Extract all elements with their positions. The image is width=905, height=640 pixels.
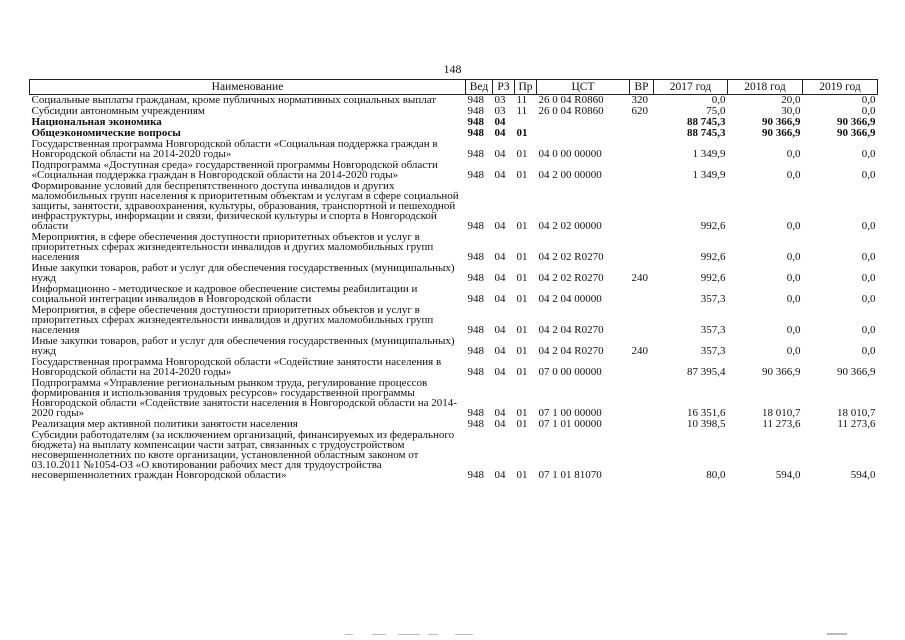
table-row bbox=[30, 357, 878, 378]
cell-vr bbox=[630, 305, 654, 336]
cell-y2019: 0,0 bbox=[861, 324, 876, 336]
cell-vr bbox=[630, 419, 654, 430]
cell-y2018: 90 366,9 bbox=[762, 116, 801, 128]
cell-vr bbox=[630, 357, 654, 378]
cell-vr bbox=[630, 181, 654, 232]
cell-cst: 04 2 04 00000 bbox=[538, 293, 602, 305]
cell-rz: 03 bbox=[494, 94, 506, 106]
cell-vr bbox=[630, 128, 654, 139]
cell-ved: 948 bbox=[467, 251, 484, 263]
cell-y2019: 18 010,7 bbox=[837, 407, 876, 419]
cell-y2018: 0,0 bbox=[786, 345, 801, 357]
cell-ved: 948 bbox=[467, 272, 484, 284]
cell-rz: 04 bbox=[494, 366, 506, 378]
table-row bbox=[30, 305, 878, 336]
cell-y2018: 0,0 bbox=[786, 272, 801, 284]
cell-y2017: 0,0 bbox=[711, 94, 726, 106]
cell-rz: 04 bbox=[494, 324, 506, 336]
cell-pr: 01 bbox=[516, 345, 528, 357]
cell-name: Государственная программа Новгородской области «Социальная поддержка граждан в Новгородской области на 2014-2020 годы» bbox=[31, 138, 438, 160]
cell-vr bbox=[630, 284, 654, 305]
cell-vr: 240 bbox=[631, 345, 648, 357]
col-header-2018: 2018 год bbox=[728, 80, 803, 95]
cell-y2018: 594,0 bbox=[775, 469, 801, 481]
cell-ved: 948 bbox=[467, 127, 484, 139]
cell-pr: 01 bbox=[516, 293, 528, 305]
cell-y2018: 0,0 bbox=[786, 148, 801, 160]
cell-y2019: 11 273,6 bbox=[837, 418, 876, 430]
cell-name: Социальные выплаты гражданам, кроме публичных нормативных социальных выплат bbox=[31, 94, 437, 106]
cell-y2019: 0,0 bbox=[861, 148, 876, 160]
cell-y2017: 1 349,9 bbox=[692, 169, 726, 181]
cell-vr bbox=[630, 378, 654, 419]
cell-cst: 07 1 00 00000 bbox=[538, 407, 602, 419]
cell-cst: 07 0 00 00000 bbox=[538, 366, 602, 378]
cell-pr: 01 bbox=[516, 366, 528, 378]
cell-rz: 04 bbox=[494, 293, 506, 305]
cell-y2017: 357,3 bbox=[700, 345, 726, 357]
col-header-name: Наименование bbox=[30, 80, 466, 95]
table-row bbox=[30, 378, 878, 419]
cell-y2018: 18 010,7 bbox=[762, 407, 801, 419]
cell-cst: 07 1 01 81070 bbox=[538, 469, 602, 481]
cell-y2019: 0,0 bbox=[861, 94, 876, 106]
cell-y2019: 90 366,9 bbox=[837, 127, 876, 139]
cell-rz: 04 bbox=[494, 407, 506, 419]
cell-y2018: 0,0 bbox=[786, 324, 801, 336]
table-row bbox=[30, 160, 878, 181]
cell-cst: 04 0 00 00000 bbox=[538, 148, 602, 160]
cell-cst: 04 2 02 00000 bbox=[538, 220, 602, 232]
cell-y2017: 88 745,3 bbox=[687, 127, 726, 139]
cell-y2017: 88 745,3 bbox=[687, 116, 726, 128]
cell-y2018: 90 366,9 bbox=[762, 127, 801, 139]
col-header-rz: РЗ bbox=[493, 80, 515, 95]
cell-name: Мероприятия, в сфере обеспечения доступности приоритетных объектов и услуг в приоритетных сферах жизнедеятельности инвалидов и других маломобильных групп населения bbox=[31, 304, 434, 336]
cell-pr: 11 bbox=[516, 94, 528, 106]
cell-y2018: 0,0 bbox=[786, 220, 801, 232]
table-row bbox=[30, 139, 878, 160]
table-row bbox=[30, 336, 878, 357]
cell-rz: 04 bbox=[494, 127, 506, 139]
cell-y2018: 0,0 bbox=[786, 251, 801, 263]
cell-pr: 01 bbox=[516, 127, 528, 139]
cell-ved: 948 bbox=[467, 94, 484, 106]
cell-vr: 240 bbox=[631, 272, 648, 284]
col-header-cst: ЦСТ bbox=[537, 80, 630, 95]
budget-table bbox=[29, 79, 878, 481]
cell-y2018: 90 366,9 bbox=[762, 366, 801, 378]
cell-y2017: 357,3 bbox=[700, 324, 726, 336]
cell-name: Государственная программа Новгородской области «Содействие занятости населения в Новгородской области на 2014-2020 годы» bbox=[31, 356, 442, 378]
cell-ved: 948 bbox=[467, 105, 484, 117]
cell-name: Общеэкономические вопросы bbox=[31, 127, 181, 139]
cell-rz: 04 bbox=[494, 272, 506, 284]
cell-name: Мероприятия, в сфере обеспечения доступности приоритетных объектов и услуг в приоритетных сферах жизнедеятельности инвалидов и других маломобильных групп населения bbox=[31, 231, 434, 263]
col-header-2019: 2019 год bbox=[803, 80, 878, 95]
cell-cst: 26 0 04 R0860 bbox=[538, 94, 604, 106]
cell-pr: 01 bbox=[516, 169, 528, 181]
cell-pr: 01 bbox=[516, 418, 528, 430]
cell-y2018: 20,0 bbox=[781, 94, 801, 106]
cell-rz: 04 bbox=[494, 169, 506, 181]
cell-y2017: 80,0 bbox=[706, 469, 726, 481]
cell-vr: 620 bbox=[631, 105, 648, 117]
col-header-vr: ВР bbox=[630, 80, 654, 95]
cell-pr: 01 bbox=[516, 469, 528, 481]
cell-cst: 04 2 00 00000 bbox=[538, 169, 602, 181]
cell-cst: 04 2 04 R0270 bbox=[538, 345, 604, 357]
cell-name: Формирование условий для беспрепятственного доступа инвалидов и других маломобильных групп населения к приоритетным объектам и услугам в сфере социальной защиты, занятости, здравоохранения, культуры, образования, транспортной и пешеходной инфраструктуры, информации и связи, физической культуры и спорта в Новгородской области bbox=[31, 180, 459, 232]
cell-y2018: 0,0 bbox=[786, 293, 801, 305]
cell-name: Субсидии автономным учреждениям bbox=[31, 105, 205, 117]
table-row bbox=[30, 284, 878, 305]
cell-ved: 948 bbox=[467, 220, 484, 232]
cell-y2018: 30,0 bbox=[781, 105, 801, 117]
cell-rz: 04 bbox=[494, 418, 506, 430]
cell-y2019: 90 366,9 bbox=[837, 366, 876, 378]
cell-y2019: 0,0 bbox=[861, 105, 876, 117]
cell-y2017: 357,3 bbox=[700, 293, 726, 305]
cell-pr: 01 bbox=[516, 251, 528, 263]
cell-name: Подпрограмма «Управление региональным рынком труда, регулирование процессов формирования и использования трудовых ресурсов» государственной программы Новгородской области «Содействие занятости населения в Новгородской области на 2014-2020 годы» bbox=[31, 377, 457, 419]
table-row bbox=[30, 263, 878, 284]
cell-cst: 04 2 02 R0270 bbox=[538, 251, 604, 263]
cell-vr bbox=[630, 430, 654, 481]
cell-ved: 948 bbox=[467, 293, 484, 305]
cell-name: Субсидии работодателям (за исключением организаций, финансируемых из федерального бюджета) на выплату компенсации части затрат, связанных с трудоустройством несовершеннолетних по квоте организации, установленной областным законом от 03.10.2011 №1054-ОЗ «О квотировании рабочих мест для трудоустройства несовершеннолетних граждан Новгородской области» bbox=[31, 429, 455, 481]
cell-ved: 948 bbox=[467, 169, 484, 181]
cell-rz: 04 bbox=[494, 345, 506, 357]
cell-cst bbox=[537, 128, 630, 139]
cell-rz: 04 bbox=[494, 251, 506, 263]
cell-y2019: 0,0 bbox=[861, 345, 876, 357]
cell-name: Информационно - методическое и кадровое обеспечение системы реабилитации и социальной интеграции инвалидов в Новгородской области bbox=[31, 283, 418, 305]
cell-vr bbox=[630, 139, 654, 160]
cell-cst: 04 2 04 R0270 bbox=[538, 324, 604, 336]
cell-rz: 04 bbox=[494, 148, 506, 160]
cell-cst bbox=[537, 117, 630, 128]
cell-y2019: 0,0 bbox=[861, 220, 876, 232]
cell-y2017: 992,6 bbox=[700, 251, 726, 263]
cell-y2017: 16 351,6 bbox=[687, 407, 726, 419]
cell-rz: 03 bbox=[494, 105, 506, 117]
cell-vr bbox=[630, 232, 654, 263]
cell-name: Подпрограмма «Доступная среда» государственной программы Новгородской области «Социальная поддержка граждан в Новгородской области на 2014-2020 годы» bbox=[31, 159, 438, 181]
cell-y2018: 0,0 bbox=[786, 169, 801, 181]
cell-ved: 948 bbox=[467, 407, 484, 419]
cell-pr: 01 bbox=[516, 324, 528, 336]
cell-y2017: 75,0 bbox=[706, 105, 726, 117]
cell-y2019: 0,0 bbox=[861, 272, 876, 284]
col-header-pr: Пр bbox=[515, 80, 537, 95]
cell-vr bbox=[630, 117, 654, 128]
scan-artifact bbox=[0, 628, 905, 640]
cell-ved: 948 bbox=[467, 148, 484, 160]
cell-y2018: 11 273,6 bbox=[762, 418, 801, 430]
cell-rz: 04 bbox=[494, 116, 506, 128]
cell-y2019: 90 366,9 bbox=[837, 116, 876, 128]
cell-y2017: 87 395,4 bbox=[687, 366, 726, 378]
cell-ved: 948 bbox=[467, 345, 484, 357]
cell-ved: 948 bbox=[467, 116, 484, 128]
cell-y2019: 0,0 bbox=[861, 293, 876, 305]
col-header-ved: Вед bbox=[466, 80, 493, 95]
cell-name: Иные закупки товаров, работ и услуг для обеспечения государственных (муниципальных) нужд bbox=[31, 335, 455, 357]
cell-y2019: 0,0 bbox=[861, 169, 876, 181]
cell-rz: 04 bbox=[494, 220, 506, 232]
cell-ved: 948 bbox=[467, 469, 484, 481]
cell-vr: 320 bbox=[631, 94, 648, 106]
cell-pr: 01 bbox=[516, 272, 528, 284]
cell-ved: 948 bbox=[467, 324, 484, 336]
cell-y2017: 992,6 bbox=[700, 220, 726, 232]
page-number: 148 bbox=[443, 62, 462, 76]
cell-pr: 01 bbox=[516, 407, 528, 419]
cell-y2017: 992,6 bbox=[700, 272, 726, 284]
cell-y2017: 1 349,9 bbox=[692, 148, 726, 160]
cell-pr: 01 bbox=[516, 220, 528, 232]
cell-pr: 11 bbox=[516, 105, 528, 117]
cell-name: Национальная экономика bbox=[31, 116, 162, 128]
cell-cst: 04 2 02 R0270 bbox=[538, 272, 604, 284]
cell-rz: 04 bbox=[494, 469, 506, 481]
cell-pr: 01 bbox=[516, 148, 528, 160]
cell-name: Реализация мер активной политики занятости населения bbox=[31, 418, 298, 430]
cell-name: Иные закупки товаров, работ и услуг для обеспечения государственных (муниципальных) нужд bbox=[31, 262, 455, 284]
table-row bbox=[30, 232, 878, 263]
table-row bbox=[30, 181, 878, 232]
table-row bbox=[30, 430, 878, 481]
table-header-row bbox=[30, 80, 878, 95]
cell-cst: 07 1 01 00000 bbox=[538, 418, 602, 430]
cell-vr bbox=[630, 160, 654, 181]
col-header-2017: 2017 год bbox=[654, 80, 728, 95]
cell-ved: 948 bbox=[467, 418, 484, 430]
cell-ved: 948 bbox=[467, 366, 484, 378]
cell-cst: 26 0 04 R0860 bbox=[538, 105, 604, 117]
cell-y2019: 594,0 bbox=[850, 469, 876, 481]
cell-y2019: 0,0 bbox=[861, 251, 876, 263]
cell-y2017: 10 398,5 bbox=[687, 418, 726, 430]
